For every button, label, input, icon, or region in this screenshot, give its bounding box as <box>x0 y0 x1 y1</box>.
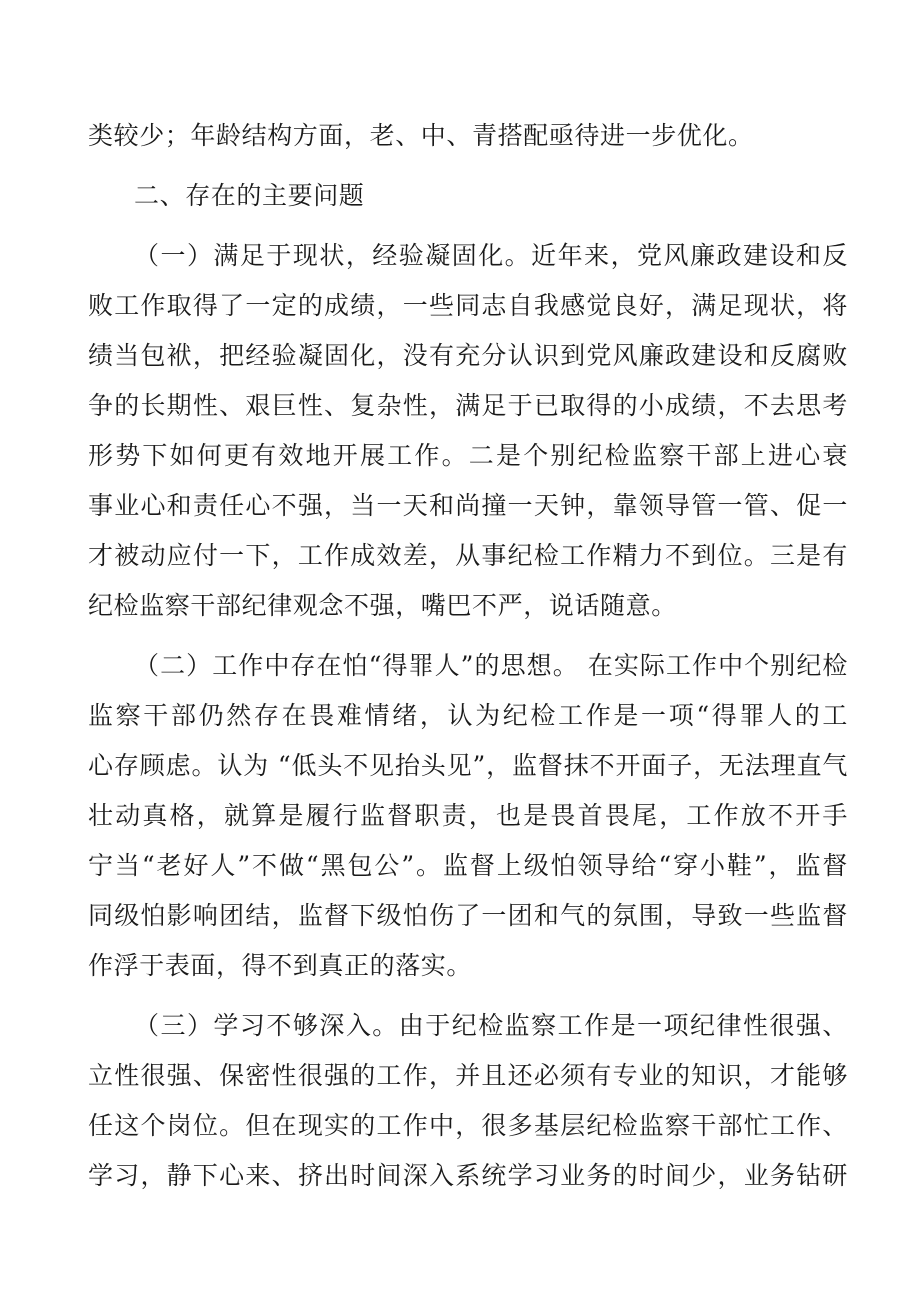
paragraph-line: 心存顾虑。认为 “低头不见抬头见”，监督抹不开面子，无法理直气 <box>88 751 848 780</box>
paragraph-line: （二）工作中存在怕“得罪人”的思想。 在实际工作中个别纪检 <box>134 651 848 680</box>
paragraph-line: （一）满足于现状，经验凝固化。近年来，党风廉政建设和反 <box>134 241 848 270</box>
paragraph-line: 作浮于表面，得不到真正的落实。 <box>88 951 473 980</box>
paragraph-line: 学习，静下心来、挤出时间深入系统学习业务的时间少，业务钻研 <box>88 1161 848 1190</box>
paragraph-line: 宁当“老好人”不做“黑包公”。监督上级怕领导给“穿小鞋”，监督 <box>88 851 848 880</box>
paragraph-line: 壮动真格，就算是履行监督职责，也是畏首畏尾，工作放不开手 <box>88 801 848 830</box>
paragraph-line: 事业心和责任心不强，当一天和尚撞一天钟，靠领导管一管、促一 <box>88 491 848 520</box>
paragraph-line: 类较少；年龄结构方面，老、中、青搭配亟待进一步优化。 <box>88 121 754 150</box>
paragraph-line: 才被动应付一下，工作成效差，从事纪检工作精力不到位。三是有 <box>88 541 848 570</box>
paragraph-line: 监察干部仍然存在畏难情绪，认为纪检工作是一项“得罪人的工 <box>88 701 848 730</box>
paragraph-line: 争的长期性、艰巨性、复杂性，满足于已取得的小成绩，不去思考 <box>88 391 848 420</box>
paragraph-line: 败工作取得了一定的成绩，一些同志自我感觉良好，满足现状，将 <box>88 291 848 320</box>
paragraph-line: 纪检监察干部纪律观念不强，嘴巴不严，说话随意。 <box>88 591 677 620</box>
paragraph-line: 任这个岗位。但在现实的工作中，很多基层纪检监察干部忙工作、 <box>88 1111 848 1140</box>
paragraph-line: （三）学习不够深入。由于纪检监察工作是一项纪律性很强、 <box>134 1011 848 1040</box>
paragraph-line: 同级怕影响团结，监督下级怕伤了一团和气的氛围，导致一些监督 <box>88 901 848 930</box>
paragraph-line: 绩当包袱，把经验凝固化，没有充分认识到党风廉政建设和反腐败 <box>88 341 848 370</box>
section-heading: 二、存在的主要问题 <box>134 181 365 210</box>
paragraph-line: 立性很强、保密性很强的工作，并且还必须有专业的知识，才能够 <box>88 1061 848 1090</box>
paragraph-line: 形势下如何更有效地开展工作。二是个别纪检监察干部上进心衰 <box>88 441 848 470</box>
